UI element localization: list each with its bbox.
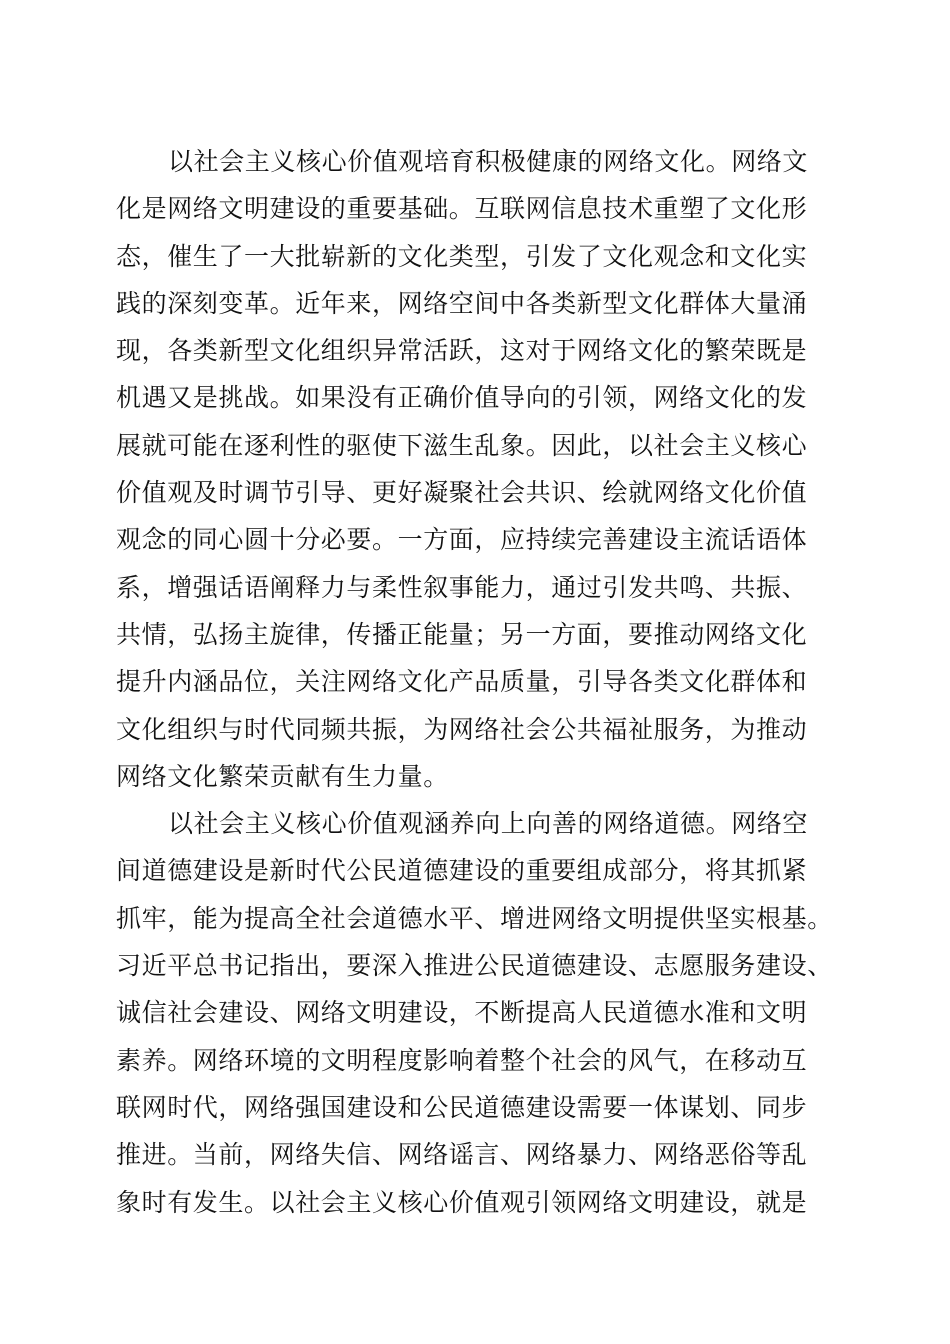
paragraph-line: 文化组织与时代同频共振，为网络社会公共福祉服务，为推动 — [116, 714, 808, 744]
paragraph-line: 网络文化繁荣贡献有生力量。 — [116, 761, 449, 791]
paragraph-line: 系，增强话语阐释力与柔性叙事能力，通过引发共鸣、共振、 — [116, 572, 808, 602]
paragraph-line: 推进。当前，网络失信、网络谣言、网络暴力、网络恶俗等乱 — [116, 1140, 808, 1170]
paragraph-line: 素养。网络环境的文明程度影响着整个社会的风气，在移动互 — [116, 1045, 808, 1075]
paragraph-line: 践的深刻变革。近年来，网络空间中各类新型文化群体大量涌 — [116, 288, 808, 318]
paragraph-line: 机遇又是挑战。如果没有正确价值导向的引领，网络文化的发 — [116, 383, 808, 413]
paragraph-line: 以社会主义核心价值观培育积极健康的网络文化。网络文 — [168, 147, 809, 176]
paragraph-line: 提升内涵品位，关注网络文化产品质量，引导各类文化群体和 — [116, 667, 808, 697]
paragraph-line: 以社会主义核心价值观涵养向上向善的网络道德。网络空 — [168, 809, 809, 839]
paragraph-line: 共情，弘扬主旋律，传播正能量；另一方面，要推动网络文化 — [116, 619, 808, 649]
paragraph-line: 抓牢，能为提高全社会道德水平、增进网络文明提供坚实根基。 — [116, 903, 833, 933]
paragraph-line: 展就可能在逐利性的驱使下滋生乱象。因此，以社会主义核心 — [116, 430, 808, 460]
paragraph-network-culture — [116, 138, 836, 800]
paragraph-line: 间道德建设是新时代公民道德建设的重要组成部分，将其抓紧 — [116, 856, 808, 886]
paragraph-line: 态，催生了一大批崭新的文化类型，引发了文化观念和文化实 — [116, 241, 808, 271]
paragraph-line: 联网时代，网络强国建设和公民道德建设需要一体谋划、同步 — [116, 1092, 808, 1122]
paragraph-network-morality — [116, 800, 836, 1226]
paragraph-line: 象时有发生。以社会主义核心价值观引领网络文明建设，就是 — [116, 1187, 808, 1217]
paragraph-line: 现，各类新型文化组织异常活跃，这对于网络文化的繁荣既是 — [116, 336, 808, 366]
paragraph-line: 化是网络文明建设的重要基础。互联网信息技术重塑了文化形 — [116, 194, 808, 224]
paragraph-line: 诚信社会建设、网络文明建设，不断提高人民道德水准和文明 — [116, 998, 808, 1028]
paragraph-line: 习近平总书记指出，要深入推进公民道德建设、志愿服务建设、 — [116, 951, 833, 981]
paragraph-line: 价值观及时调节引导、更好凝聚社会共识、绘就网络文化价值 — [116, 478, 808, 508]
document-body — [116, 138, 836, 1226]
paragraph-line: 观念的同心圆十分必要。一方面，应持续完善建设主流话语体 — [116, 525, 808, 555]
